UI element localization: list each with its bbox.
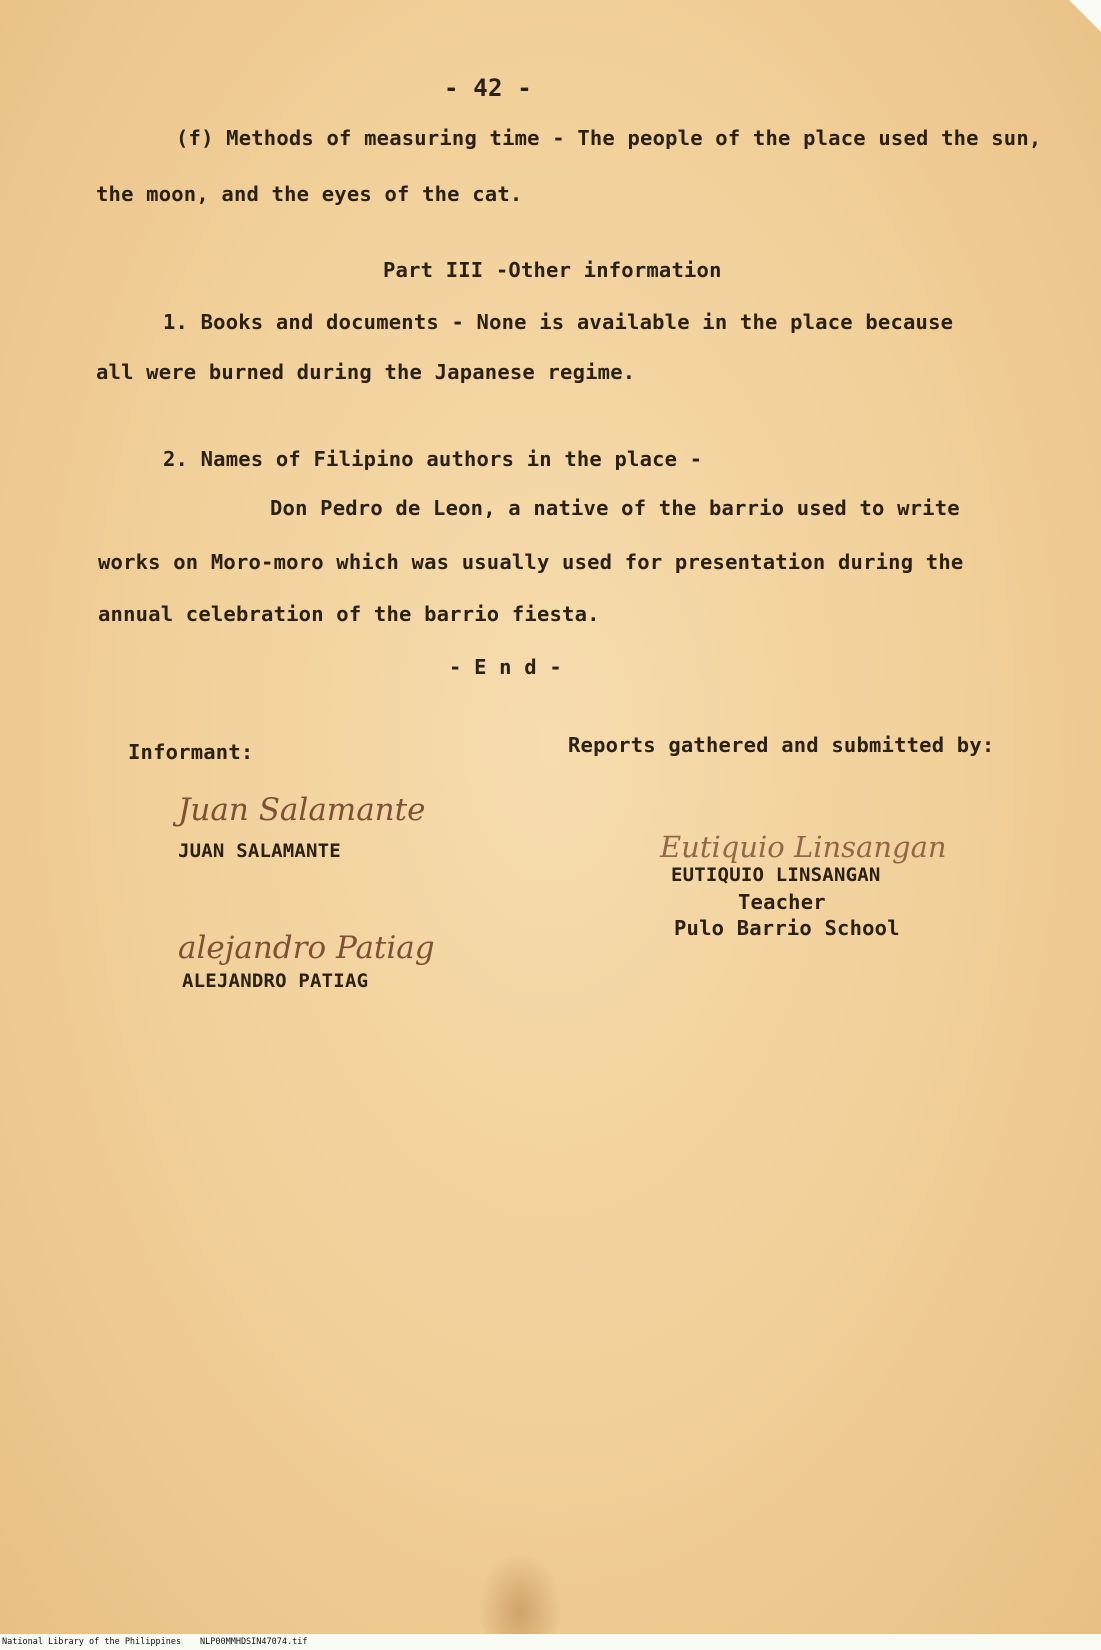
scan-footer [0,1634,1101,1650]
submitter-school: Pulo Barrio School [674,916,900,940]
signature-juan-salamante: Juan Salamante [178,792,426,828]
submitter-title: Teacher [738,890,826,914]
item2-line3: works on Moro-moro which was usually used for presentation during the [98,550,964,574]
informant-name-1: JUAN SALAMANTE [178,840,341,862]
end-mark: - E n d - [449,655,562,679]
footer-file-id: NLP00MMHDSIN47074.tif [200,1637,308,1647]
item2-line4: annual celebration of the barrio fiesta. [98,602,600,626]
submitter-label: Reports gathered and submitted by: [568,733,995,757]
item2-line2: Don Pedro de Leon, a native of the barrio used to write [270,496,960,520]
signature-alejandro-patiag: alejandro Patiag [178,930,435,966]
part3-heading: Part III -Other information [383,258,722,282]
para-f-line1: (f) Methods of measuring time - The people of the place used the sun, [176,126,1042,150]
signature-eutiquio-linsangan: Eutiquio Linsangan [660,830,947,864]
item2-line1: 2. Names of Filipino authors in the place - [163,447,703,471]
submitter-name: EUTIQUIO LINSANGAN [671,864,881,886]
item1-line1: 1. Books and documents - None is available in the place because [163,310,954,334]
footer-library: National Library of the Philippines [2,1637,182,1647]
informant-label: Informant: [128,740,254,764]
folded-corner [1069,0,1101,32]
para-f-line2: the moon, and the eyes of the cat. [96,182,523,206]
page-number: - 42 - [444,74,532,102]
item1-line2: all were burned during the Japanese regime. [96,360,636,384]
informant-name-2: ALEJANDRO PATIAG [182,970,369,992]
